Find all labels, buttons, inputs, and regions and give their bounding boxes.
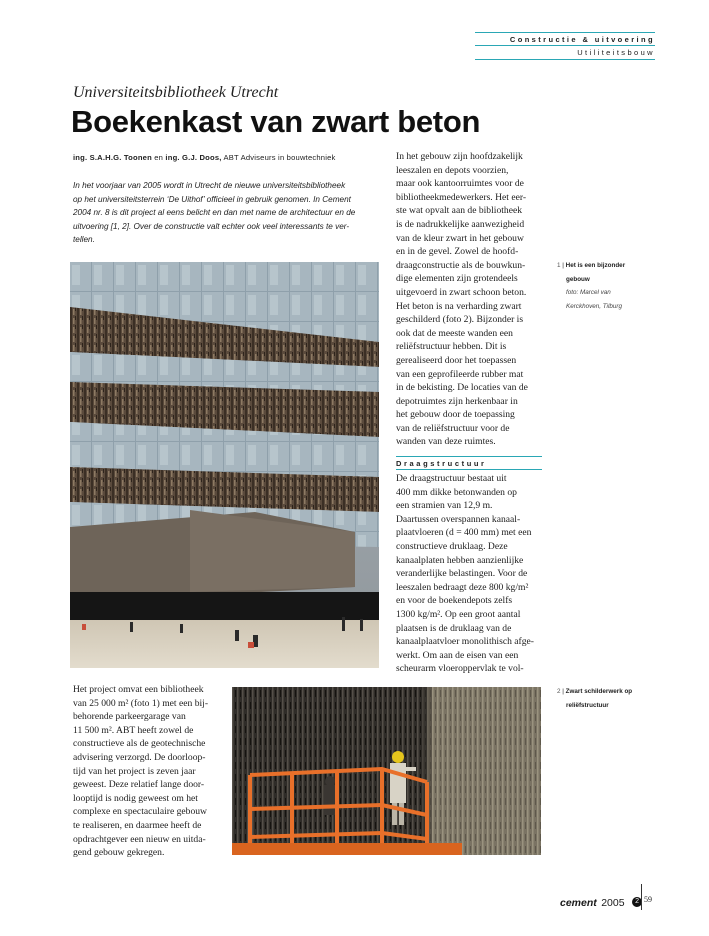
footer-year: 2005 [601,897,625,909]
section-rule-top [396,456,542,457]
body-line: het gebouw door de toepassing [396,409,515,421]
body-line: opdrachtgever een nieuw en uitda- [73,833,206,845]
header-rule-middle [475,45,655,46]
footer-divider [641,884,642,910]
body-line: is de nadrukkelijke aanwezigheid [396,218,525,230]
caption1-credit-row1 [557,286,667,300]
photo-library-facade [70,262,379,668]
body-line: leeszalen en depots voorzien, [396,164,509,176]
caption2-number: 2 [557,688,561,695]
photo-painting-relief-wall [232,687,541,855]
body-line: van de kleur zwart in het gebouw [396,232,524,244]
body-line: advisering verzorgd. De doorloop- [73,751,206,763]
body-line: 11 500 m². ABT heeft zowel de [73,724,194,736]
footer-magazine [560,893,642,911]
footer-magazine-name: cement [560,897,597,909]
caption1-credit-row2 [557,300,667,314]
caption1-title-line1: Het is een bijzonder [565,262,626,269]
body-line: behorende parkeergarage van [73,711,186,723]
body-line: ook dat de meeste wanden een [396,327,513,339]
body-line: plaatvloeren (d = 400 mm) met een [396,527,532,539]
body-line: geschilderd (foto 2). Bijzonder is [396,314,524,326]
body-line: werkt. Om aan de eisen van een [396,649,519,661]
body-line: een stramien van 12,9 m. [396,500,493,512]
header-rule-bottom [475,59,655,60]
body-line: kanaalplaten hebben aanzienlijke [396,554,524,566]
library-facade-illustration [70,262,379,668]
author-2: ing. G.J. Doos, [165,153,222,162]
header-rule-top [475,32,655,33]
body-line: In het gebouw zijn hoofdzakelijk [396,151,523,162]
body-column-right-2 [396,472,546,676]
intro-line: In het voorjaar van 2005 wordt in Utrecht de nieuwe universiteitsbibliotheek [73,181,346,190]
painting-relief-illustration [232,687,541,855]
body-line: 1300 kg/m². Op een groot aantal [396,608,521,620]
article-kicker: Universiteitsbibliotheek Utrecht [73,84,279,101]
caption1-title-line2: gebouw [566,275,590,283]
article-title: Boekenkast van zwart beton [71,104,481,139]
body-line: Het beton is na verharding zwart [396,300,522,312]
footer-issue-number: 2 [635,897,639,905]
intro-line: op het universiteitsterrein ‘De Uithof’ officieel in gebruik genomen. In Cement [73,194,351,204]
caption1-title-row [557,259,667,273]
body-line: plaatsen is de druklaag van de [396,622,512,634]
body-line: ste wat opvalt aan de bibliotheek [396,205,523,217]
intro-line: 2004 nr. 8 is dit project al eens belicht en dan met name de architectuur en de [73,208,356,218]
caption1-number: 1 [557,262,561,269]
body-line: scheurarm vloeroppervlak te vol- [396,663,524,675]
body-line: leeszalen bedraagt deze 800 kg/m² [396,581,529,593]
body-line: maar ook kantoorruimtes voor de [396,178,524,190]
body-line: te realiseren, en daarmee heeft de [73,819,202,831]
photo1-caption [557,259,667,313]
body-column-right-1 [396,150,546,449]
photo2-caption [557,685,677,712]
body-column-left-bottom [73,683,233,860]
body-line: veranderlijke belastingen. Voor de [396,568,528,580]
section-heading-draagstructuur: Draagstructuur [396,459,487,468]
body-line: dige elementen zijn grotendeels [396,273,518,285]
body-line: van 25 000 m² (foto 1) met een bij- [73,697,209,709]
author-joiner: en [151,153,166,162]
body-line: De draagstructuur bestaat uit [396,473,507,484]
header-section-label: Constructie & uitvoering [509,35,655,44]
body-line: en voor de boekendepots zelfs [396,595,513,607]
body-line: Het project omvat een bibliotheek [73,684,204,695]
body-line: van de reliëfstructuur voor de [396,422,510,434]
body-line: uitgevoerd in zwart schoon beton. [396,286,527,298]
body-line: Daartussen overspannen kanaal- [396,513,521,525]
intro-line: uitvoering [1, 2]. Over de constructie valt echter ook veel interessants te ver- [73,221,350,231]
body-line: 400 mm dikke betonwanden op [396,486,517,498]
caption2-title-row [557,685,677,699]
caption2-title-row2 [557,699,677,713]
body-line: gerealiseerd door het toepassen [396,354,517,366]
caption1-separator: | [560,262,566,269]
body-line: gend gebouw gekregen. [73,847,165,859]
article-authors [73,153,336,162]
header-subsection-label: Utiliteitsbouw [577,48,655,57]
body-line: in de bekisting. De locaties van de [396,382,528,394]
caption2-separator: | [560,688,566,695]
body-line: constructieve als de geotechnische [73,738,206,750]
body-line: draagconstructie als de bouwkun- [396,259,526,271]
caption1-title-row2 [557,273,667,287]
section-rule-bottom [396,469,542,470]
body-line: depotruimtes zijn herkenbaar in [396,395,518,407]
body-line: geweest. Deze relatief lange door- [73,779,205,791]
intro-line: tellen. [73,235,95,245]
body-line: complexe en spectaculaire gebouw [73,806,207,818]
article-intro [73,179,383,247]
body-line: looptijd is nodig geweest om het [73,792,198,804]
caption2-title-line1: Zwart schilderwerk op [565,688,633,695]
body-line: constructieve druklaag. Deze [396,540,508,552]
body-line: kanaalplaatvloer monolithisch afge- [396,636,534,648]
caption1-credit-line2: Kerckhoven, Tilburg [566,302,622,310]
body-line: van een geprofileerde rubber mat [396,368,524,380]
author-1: ing. S.A.H.G. Toonen [73,153,152,162]
footer-page-number: 59 [644,895,652,904]
caption1-credit-line1: foto: Marcel van [566,289,611,296]
body-line: wanden van deze ruimtes. [396,436,496,448]
caption2-title-line2: reliëfstructuur [566,701,609,709]
body-line: en in de gevel. Zowel de hoofd- [396,246,519,258]
body-line: reliëfstructuur hebben. Dit is [396,341,507,353]
author-affiliation: ABT Adviseurs in bouwtechniek [221,153,336,162]
body-line: tijd van het project is zeven jaar [73,765,196,777]
body-line: bibliotheekmedewerkers. Het eer- [396,191,527,203]
